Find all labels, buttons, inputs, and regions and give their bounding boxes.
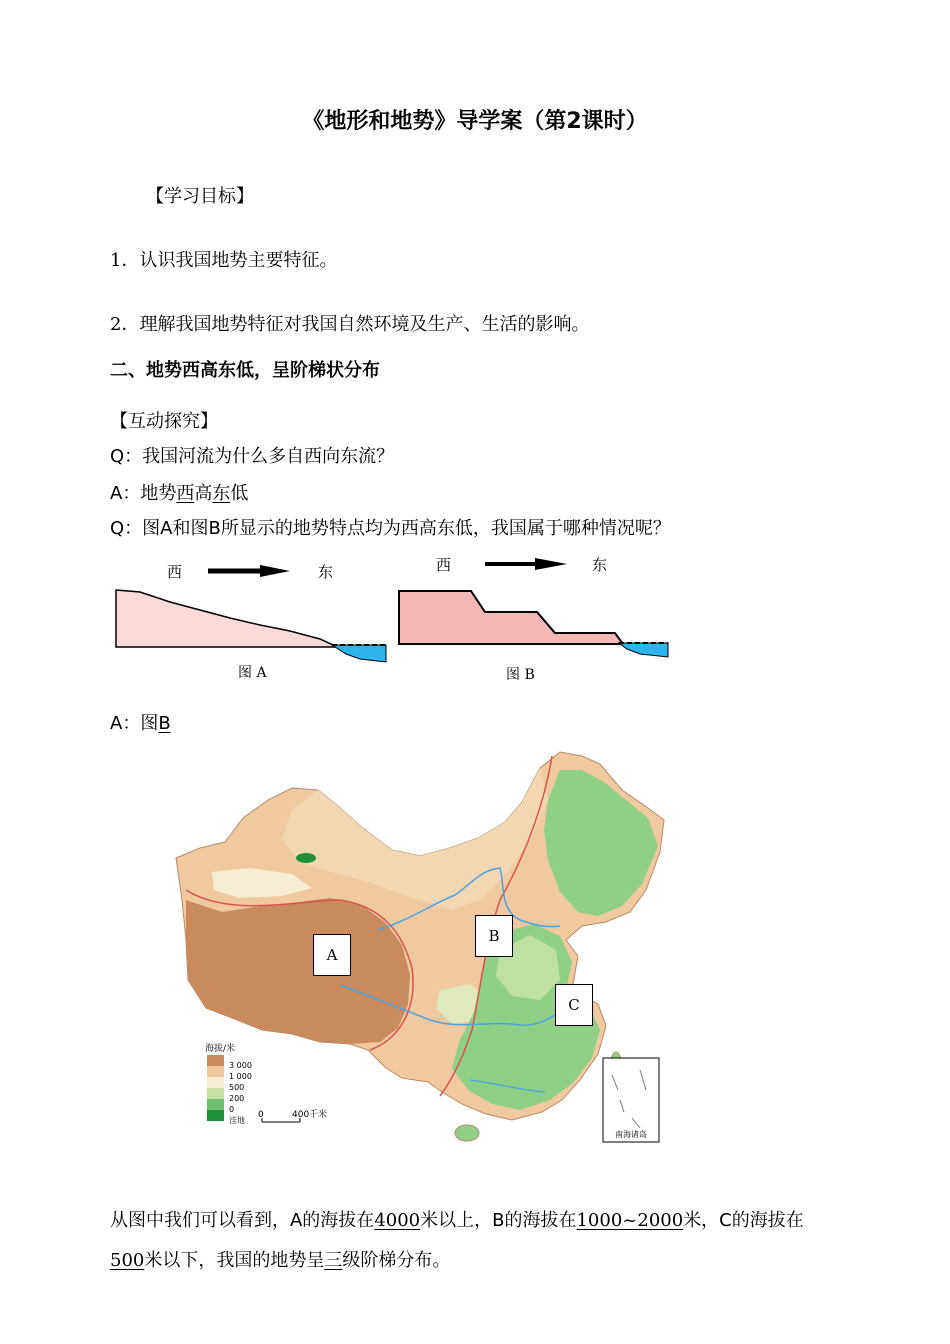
section-heading: 二、地势西高东低，呈阶梯状分布 xyxy=(110,360,380,381)
profile-a-caption: 图 A xyxy=(238,665,267,681)
legend-title: 海拔/米 xyxy=(205,1044,236,1054)
answer-2-blank: B xyxy=(158,713,171,734)
objective-1: 1．认识我国地势主要特征。 xyxy=(110,250,338,271)
conclusion-blank-steps: 三 xyxy=(324,1250,343,1271)
profile-a-west-label: 西 xyxy=(167,563,183,581)
step-box-b: B xyxy=(475,915,513,957)
objective-2: 2．理解我国地势特征对我国自然环境及生产、生活的影响。 xyxy=(110,314,590,335)
legend-label: 500 xyxy=(229,1083,245,1092)
legend-label: 1 000 xyxy=(229,1072,252,1081)
question-2: Q：图A和图B所显示的地势特点均为西高东低，我国属于哪种情况呢？ xyxy=(110,518,671,539)
conclusion-line-1 xyxy=(110,1212,804,1230)
legend-swatch xyxy=(207,1055,224,1066)
legend-label: 200 xyxy=(229,1094,245,1103)
question-1: Q：我国河流为什么多自西向东流？ xyxy=(110,446,395,467)
answer-1-suffix: 低 xyxy=(230,483,249,504)
map-legend xyxy=(207,1055,252,1125)
map-hainan xyxy=(455,1125,479,1141)
conclusion-blank-b: 1000~2000 xyxy=(576,1210,684,1231)
legend-swatch xyxy=(207,1077,224,1088)
legend-swatch xyxy=(207,1099,224,1110)
legend-label: 3 000 xyxy=(229,1061,252,1070)
map-tibet-plateau xyxy=(186,898,410,1044)
profile-b-caption: 图 B xyxy=(506,667,535,683)
page-title: 《地形和地势》导学案（第2课时） xyxy=(302,109,648,134)
conclusion-part-1: 从图中我们可以看到，A的海拔在 xyxy=(110,1210,375,1231)
inquiry-heading: 【互动探究】 xyxy=(110,411,218,432)
legend-swatch xyxy=(207,1088,224,1099)
conclusion-blank-c: 500 xyxy=(110,1250,145,1271)
conclusion-blank-a: 4000 xyxy=(374,1210,421,1231)
answer-1-blank-east: 东 xyxy=(212,483,231,504)
scale-distance-label: 400千米 xyxy=(292,1110,328,1120)
answer-1-mid: 高 xyxy=(194,483,213,504)
conclusion-part-2: 米以上，B的海拔在 xyxy=(420,1210,577,1231)
legend-label: 洼地 xyxy=(229,1116,245,1125)
conclusion-part-5: 级阶梯分布。 xyxy=(342,1250,451,1271)
map-depression xyxy=(296,853,316,863)
conclusion-line-2 xyxy=(110,1252,450,1270)
legend-label: 0 xyxy=(229,1105,235,1114)
answer-2-prefix: A：图 xyxy=(110,713,159,734)
legend-swatch xyxy=(207,1110,224,1121)
conclusion-part-3: 米，C的海拔在 xyxy=(683,1210,804,1231)
profile-a-east-label: 东 xyxy=(318,563,334,581)
legend-swatch xyxy=(207,1066,224,1077)
map-inset-label: 南海诸岛 xyxy=(615,1130,647,1139)
conclusion-part-4: 米以下，我国的地势呈 xyxy=(144,1250,325,1271)
objectives-heading: 【学习目标】 xyxy=(146,186,254,207)
answer-1-blank-west: 西 xyxy=(176,483,195,504)
profile-b-east-label: 东 xyxy=(592,556,608,574)
step-box-a: A xyxy=(313,934,351,976)
step-box-c: C xyxy=(555,984,593,1026)
scale-zero-label: 0 xyxy=(258,1110,264,1120)
profile-b-west-label: 西 xyxy=(436,556,452,574)
answer-1-prefix: A：地势 xyxy=(110,483,177,504)
